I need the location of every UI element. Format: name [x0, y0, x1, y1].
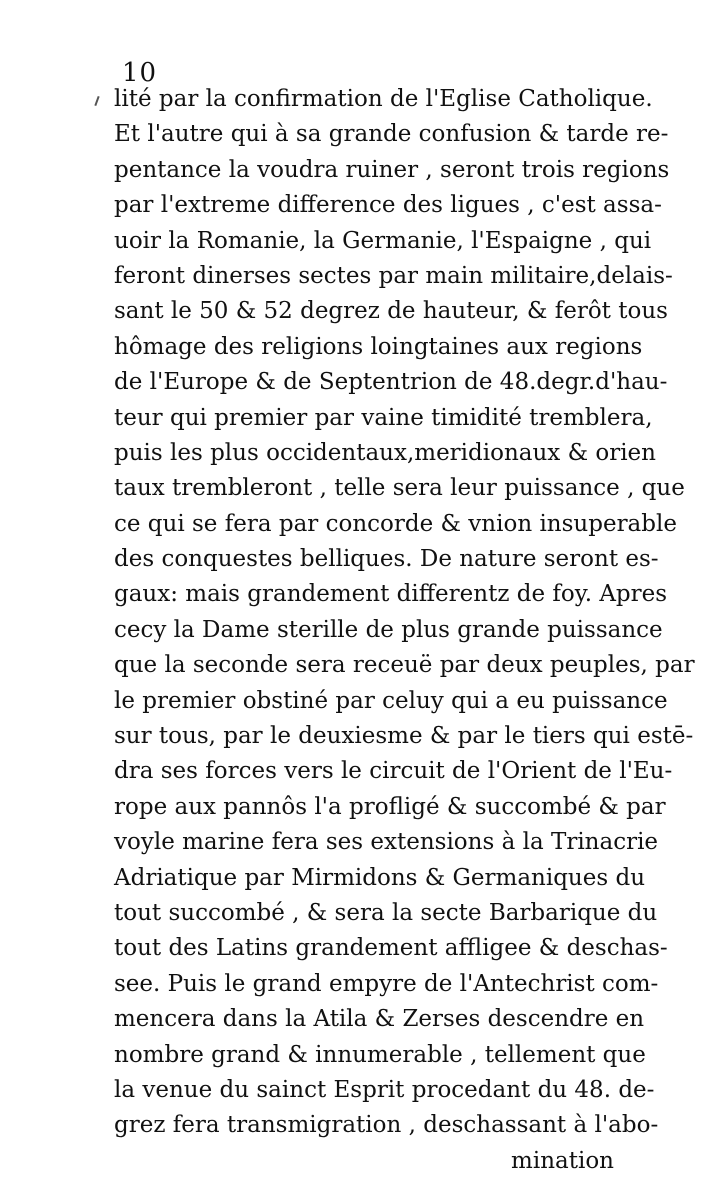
text-line: des conquestes belliques. De nature seront es-	[114, 546, 659, 573]
text-line: teur qui premier par vaine timidité tremblera,	[114, 404, 653, 431]
text-line: taux trembleront , telle sera leur puissance , que	[114, 475, 685, 502]
text-line: sant le 50 & 52 degrez de hauteur, & ferôt tous	[114, 298, 668, 325]
text-line: voyle marine fera ses extensions à la Trinacrie	[114, 829, 659, 856]
text-line: mencera dans la Atila & Zerses descendre en	[114, 1006, 645, 1033]
catchword: mination	[511, 1147, 614, 1174]
text-line: par l'extreme difference des ligues , c'est assa-	[114, 192, 662, 219]
text-line: sur tous, par le deuxiesme & par le tiers qui estē-	[114, 723, 694, 750]
margin-mark	[94, 96, 99, 106]
text-line: uoir la Romanie, la Germanie, l'Espaigne , qui	[114, 227, 652, 254]
text-line: tout des Latins grandement affligee & deschas-	[114, 935, 668, 962]
text-line: rope aux pannôs l'a profligé & succombé & par	[114, 793, 666, 820]
text-line: feront dinerses sectes par main militaire,delais-	[114, 262, 673, 289]
text-line: Et l'autre qui à sa grande confusion & tarde re-	[114, 121, 669, 148]
text-line: de l'Europe & de Septentrion de 48.degr.d'hau-	[114, 369, 668, 396]
text-line: dra ses forces vers le circuit de l'Orient de l'Eu-	[114, 758, 673, 785]
text-line: see. Puis le grand empyre de l'Antechrist com-	[114, 970, 659, 997]
text-line: gaux: mais grandement differentz de foy. Apres	[114, 581, 668, 608]
text-line: puis les plus occidentaux,meridionaux & orien	[114, 439, 656, 466]
text-line: le premier obstiné par celuy qui a eu puissance	[114, 687, 668, 714]
text-line: lité par la confirmation de l'Eglise Catholique.	[114, 86, 653, 112]
text-line: la venue du sainct Esprit procedant du 48. de-	[114, 1076, 655, 1103]
page-number: 10	[122, 58, 158, 88]
text-line: grez fera transmigration , deschassant à l'abo-	[114, 1112, 659, 1139]
body-text	[114, 82, 695, 1179]
text-line: ce qui se fera par concorde & vnion insuperable	[114, 510, 677, 537]
text-line: hômage des religions loingtaines aux regions	[114, 333, 643, 360]
text-line: Adriatique par Mirmidons & Germaniques du	[114, 864, 646, 891]
text-line: pentance la voudra ruiner , seront trois regions	[114, 156, 670, 183]
text-line: cecy la Dame sterille de plus grande puissance	[114, 616, 663, 643]
text-line: nombre grand & innumerable , tellement que	[114, 1041, 646, 1068]
text-line: tout succombé , & sera la secte Barbarique du	[114, 899, 658, 926]
text-line: que la seconde sera receuë par deux peuples, par	[114, 652, 695, 679]
